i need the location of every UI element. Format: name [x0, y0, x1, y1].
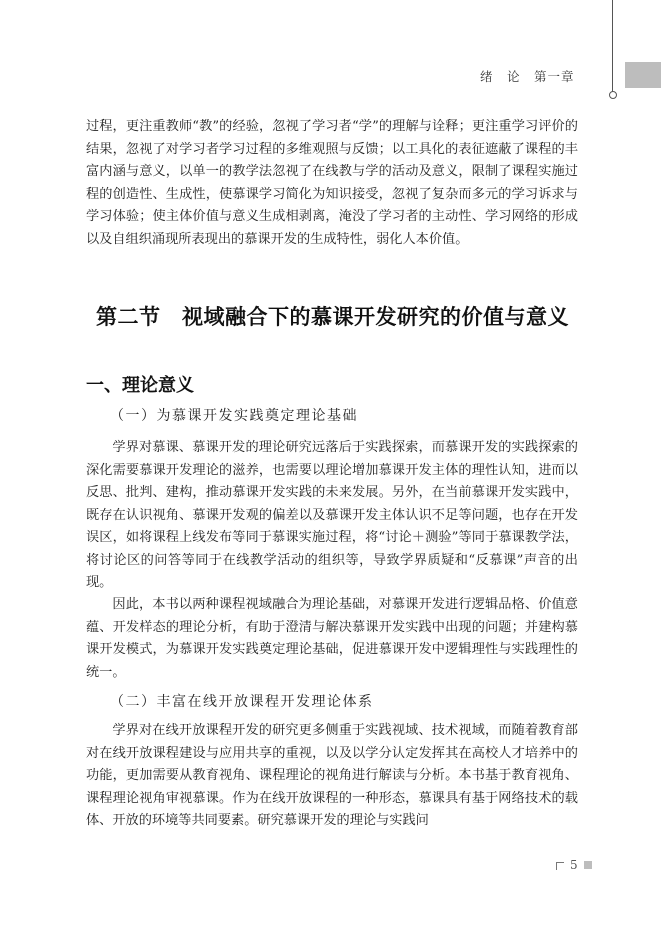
sub2-paragraph-1: 学界对在线开放课程开发的研究更多侧重于实践视域、技术视域，而随着教育部对在线开放课程建设与应用共享的重视，以及以学分认定发挥其在高校人才培养中的功能，更加需要从教育视角、课程理论的视角进行解读与分析。本书基于教育视角、课程理论视角审视慕课。作为在线开放课程的一种形态，慕课具有基于网络技术的载体、开放的环境等共同要素。研究慕课开发的理论与实践问: [86, 723, 578, 828]
page-number: 5: [570, 858, 578, 872]
square-marker-icon: [584, 861, 592, 869]
sub1-paragraph-1: 学界对慕课、慕课开发的理论研究远落后于实践探索，而慕课开发的实践探索的深化需要慕课开发理论的滋养，也需要以理论增加慕课开发主体的理性认知，进而以反思、批判、建构，推动慕课开发实践的未来发展。另外，在当前慕课开发实践中，既存在认识视角、慕课开发观的偏差以及慕课开发主体认识不足等问题，也存在开发误区，如将课程上线发布等同于慕课实施过程，将“讨论＋测验”等同于慕课教学法，将讨论区的问答等同于在线教学活动的组织等，导致学界质疑和“反慕课”声音的出现。: [86, 440, 578, 590]
subheading-2: （二）丰富在线开放课程开发理论体系: [110, 694, 374, 710]
header-rule-dot: [609, 91, 617, 99]
section-title: 第二节 视域融合下的慕课开发研究的价值与意义: [96, 304, 569, 329]
heading-theoretical-significance: 一、理论意义: [86, 375, 194, 396]
chapter-tab-marker: [625, 62, 661, 88]
header-rule: [612, 0, 613, 92]
corner-mark-icon: [556, 862, 564, 870]
intro-paragraph: 过程，更注重教师“教”的经验，忽视了学习者“学”的理解与诠释；更注重学习评价的结果，忽视了对学习者学习过程的多维观照与反馈；以工具化的表征遮蔽了课程的丰富内涵与意义，以单一的教学法忽视了在线教与学的活动及意义，限制了课程实施过程的创造性、生成性，使慕课学习简化为知识接受，忽视了复杂而多元的学习诉求与学习体验；使主体价值与意义生成相剥离，淹没了学习者的主动性、学习网络的形成以及自组织涌现所表现出的慕课开发的生成特性，弱化人本价值。: [86, 119, 578, 247]
page-footer: [556, 858, 592, 872]
subheading-1: （一）为慕课开发实践奠定理论基础: [110, 408, 358, 424]
sub1-paragraph-2: 因此，本书以两种课程视域融合为理论基础，对慕课开发进行逻辑品格、价值意蕴、开发样态的理论分析，有助于澄清与解决慕课开发实践中出现的问题；并建构慕课开发模式，为慕课开发实践奠定理论基础，促进慕课开发中逻辑理性与实践理性的统一。: [86, 597, 578, 680]
running-header: 绪 论 第一章: [480, 69, 575, 84]
